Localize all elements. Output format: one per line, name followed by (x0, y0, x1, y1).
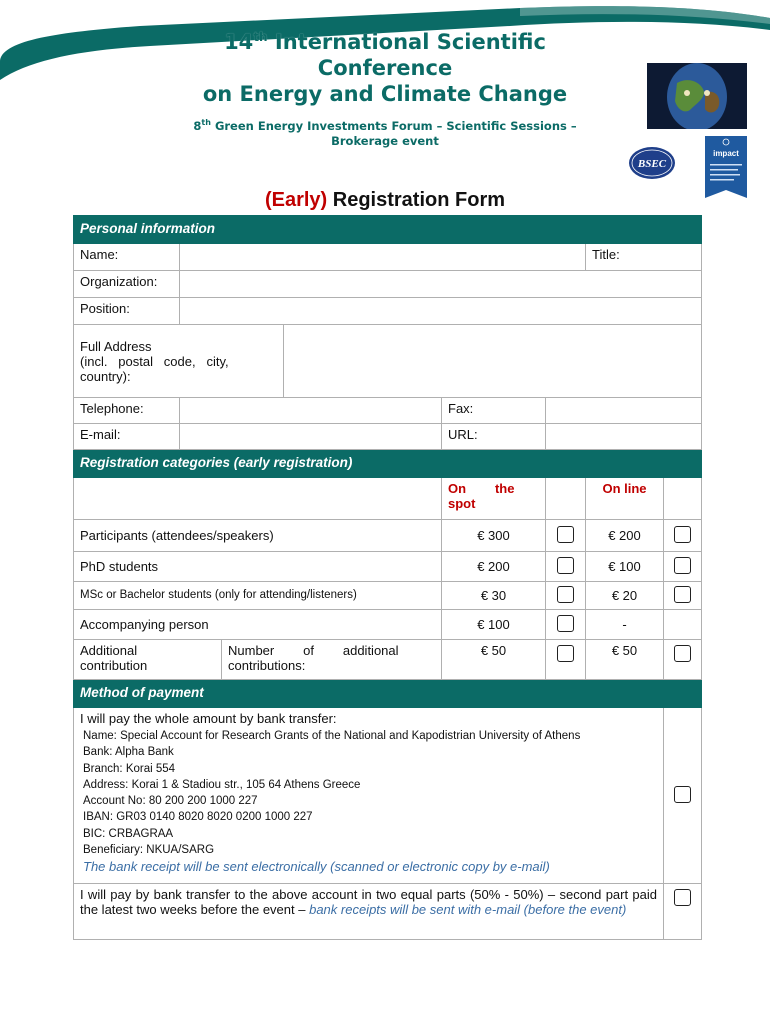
table-row (74, 552, 702, 582)
url-label: URL: (442, 424, 546, 450)
payment-option-split (74, 884, 664, 940)
pay-full-checkbox[interactable] (664, 708, 702, 884)
bank-line: Name: Special Account for Research Grants of the National and Kapodistrian University of Athens (83, 730, 581, 742)
telephone-field[interactable] (180, 398, 442, 424)
number-of-contributions-field[interactable]: Number of additional contributions: (222, 640, 442, 680)
fax-field[interactable] (546, 398, 702, 424)
table-row (74, 610, 702, 640)
checkbox-icon (557, 586, 574, 603)
table-row (74, 520, 702, 552)
section-registration-categories: Registration categories (early registration) (74, 450, 702, 478)
bank-line: Account No: 80 200 200 1000 227 (83, 795, 258, 808)
bank-line: IBAN: GR03 0140 8020 8020 0200 1000 227 (83, 811, 313, 824)
price-online: € 100 (586, 552, 664, 582)
category-label: PhD students (74, 552, 442, 582)
price-on-spot: € 50 (442, 640, 546, 680)
checkbox-icon (674, 526, 691, 543)
price-on-spot: € 100 (442, 610, 546, 640)
phd-online-checkbox[interactable] (664, 552, 702, 582)
bank-details (80, 728, 657, 858)
url-field[interactable] (546, 424, 702, 450)
payment-option-split-text: I will pay by bank transfer to the above account in two equal parts (50% - 50%) – second part paid the latest two weeks before the event – (80, 887, 657, 917)
bank-line: Branch: Korai 554 (83, 762, 176, 775)
checkbox-icon (674, 645, 691, 662)
checkbox-icon (557, 615, 574, 632)
payment-option-full (74, 708, 664, 884)
accompanying-online-empty (664, 610, 702, 640)
checkbox-icon (674, 586, 691, 603)
participants-online-checkbox[interactable] (664, 520, 702, 552)
phd-spot-checkbox[interactable] (546, 552, 586, 582)
price-on-spot: € 200 (442, 552, 546, 582)
spot-checkbox-header (546, 478, 586, 520)
receipt-note: The bank receipt will be sent electronically (scanned or electronic copy by e-mail) (83, 859, 550, 875)
full-address-label: Full Address (incl. postal code, city, country): (74, 325, 284, 398)
bank-line: Beneficiary: NKUA/SARG (83, 844, 215, 857)
email-label: E-mail: (74, 424, 180, 450)
msc-spot-checkbox[interactable] (546, 582, 586, 610)
price-online: € 200 (586, 520, 664, 552)
fax-label: Fax: (442, 398, 546, 424)
additional-spot-checkbox[interactable] (546, 640, 586, 680)
section-method-of-payment: Method of payment (74, 680, 702, 708)
section-personal-information: Personal information (74, 216, 702, 244)
title-field[interactable] (586, 244, 702, 271)
price-on-spot: € 30 (442, 582, 546, 610)
svg-text:BSEC: BSEC (637, 158, 667, 170)
msc-online-checkbox[interactable] (664, 582, 702, 610)
checkbox-icon (557, 526, 574, 543)
name-field[interactable] (180, 244, 586, 271)
bank-line: Address: Korai 1 & Stadiou str., 105 64 Athens Greece (83, 778, 361, 791)
pay-split-checkbox[interactable] (664, 884, 702, 940)
category-label: Participants (attendees/speakers) (74, 520, 442, 552)
price-on-spot: € 300 (442, 520, 546, 552)
table-row (74, 640, 702, 680)
payment-option-split-note: bank receipts will be sent with e-mail (before the event) (309, 902, 627, 917)
bank-line: BIC: CRBAGRAA (83, 827, 174, 840)
price-online: - (586, 610, 664, 640)
telephone-label: Telephone: (74, 398, 180, 424)
bank-line: Bank: Alpha Bank (83, 746, 174, 759)
on-the-spot-header: On the spot (442, 478, 546, 520)
accompanying-spot-checkbox[interactable] (546, 610, 586, 640)
position-label: Position: (74, 298, 180, 325)
category-label: Accompanying person (74, 610, 442, 640)
checkbox-icon (674, 786, 691, 803)
registration-form-title: (Early) Registration Form (264, 189, 506, 211)
earth-face-logo (647, 63, 747, 129)
registration-form-table (73, 215, 702, 940)
email-field[interactable] (180, 424, 442, 450)
participants-spot-checkbox[interactable] (546, 520, 586, 552)
conference-title: 14th International Scientific Conference on Energy and Climate Change (202, 30, 568, 106)
name-label: Name: (74, 244, 180, 271)
category-label: MSc or Bachelor students (only for attending/listeners) (74, 582, 442, 610)
online-checkbox-header (664, 478, 702, 520)
checkbox-icon (557, 557, 574, 574)
title-label: Title: (592, 247, 620, 262)
organization-label: Organization: (74, 271, 180, 298)
online-header: On line (586, 478, 664, 520)
full-address-field[interactable] (284, 325, 702, 398)
organization-field[interactable] (180, 271, 702, 298)
additional-online-checkbox[interactable] (664, 640, 702, 680)
checkbox-icon (674, 557, 691, 574)
table-row (74, 582, 702, 610)
price-online: € 50 (586, 640, 664, 680)
checkbox-icon (674, 889, 691, 906)
checkbox-icon (557, 645, 574, 662)
position-field[interactable] (180, 298, 702, 325)
conference-subtitle: 8th Green Energy Investments Forum – Scientific Sessions – Brokerage event (193, 118, 577, 148)
svg-text:impact: impact (713, 149, 739, 158)
bsec-logo (628, 146, 676, 180)
payment-option-full-title: I will pay the whole amount by bank transfer: (80, 711, 337, 726)
categories-header-blank (74, 478, 442, 520)
price-online: € 20 (586, 582, 664, 610)
additional-contribution-label: Additional contribution (74, 640, 222, 680)
